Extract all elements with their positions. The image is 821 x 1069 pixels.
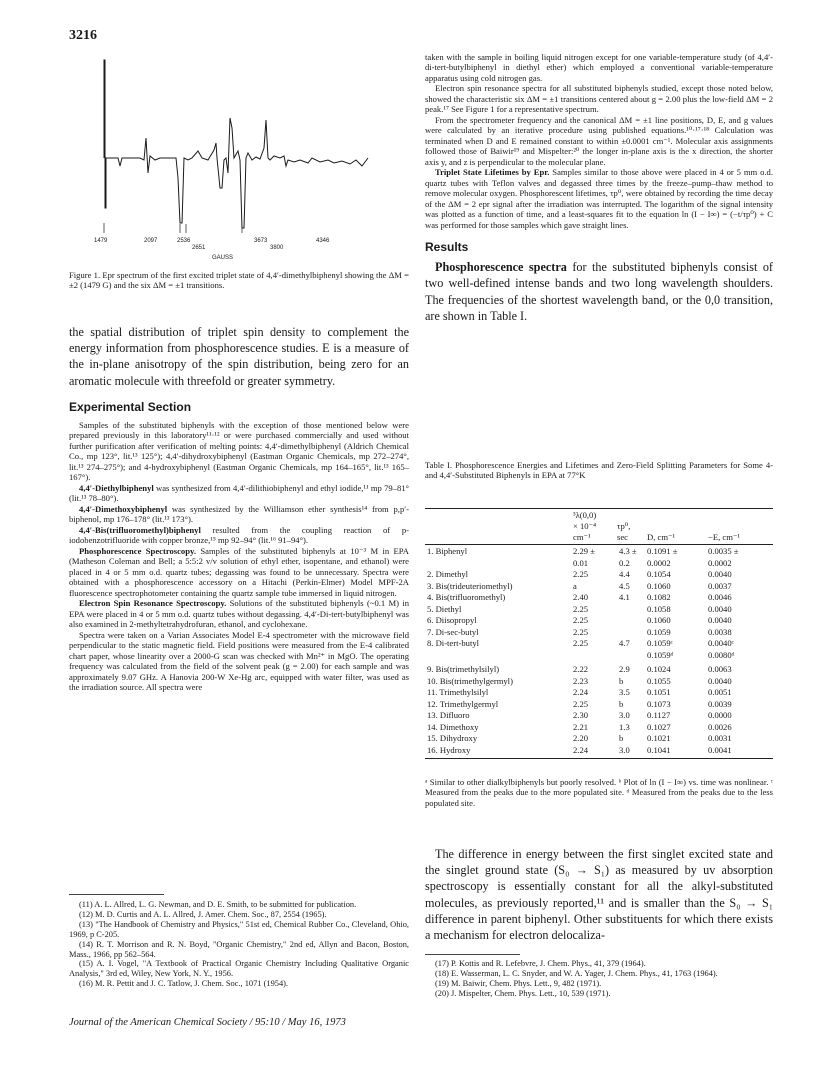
exp-paragraph-3: 4,4′-Dimethoxybiphenyl was synthesized by the Williamson ether synthesis¹⁴ from p,p′-biphenol, mp 176–178° (lit.¹³ 173°). [69, 503, 409, 525]
reference-12: (12) M. D. Curtis and A. L. Allred, J. Amer. Chem. Soc., 87, 2554 (1965). [79, 909, 327, 919]
table-cell-tau: 2.9 [619, 664, 630, 674]
table-cell-tau: b [619, 733, 624, 743]
table-cell-name: 16. Hydroxy [427, 744, 471, 755]
table-cell-d: 0.1059ᵈ [647, 649, 674, 660]
left-references [69, 900, 409, 989]
table-cell-e: 0.0026 [708, 721, 732, 732]
table-cell-tau: 3.0 [619, 744, 630, 755]
journal-footer: Journal of the American Chemical Society / 95:10 / May 16, 1973 [69, 1017, 346, 1028]
experimental-heading: Experimental Section [69, 399, 192, 414]
reference-20: (20) J. Mispelter, Chem. Phys. Lett., 10, 539 (1971). [435, 988, 611, 998]
axis-label-1479: 1479 [94, 238, 108, 244]
exp-paragraph-5: Phosphorescence Spectroscopy. Samples of the substituted biphenyls at 10⁻³ M in EPA (Matheson Coleman and Bell; a 5:5:2 v/v solution of ethyl ether, isopentane, and ethanol) were placed in 4 or 5 mm o.d. quartz tubes; degassing was found to be unnecessary. Spectra were obtained with a phosphorescence accessory on a Hitachi (Perkin-Elmer) Model MPF-2A fluorescence spectrophotometer containing the quartz sample tube immersed in liquid nitrogen. [69, 545, 409, 598]
table-row [425, 710, 773, 721]
col-header-tau-1: τp⁰, [617, 521, 631, 531]
table-cell-name: 12. Trimethylgermyl [427, 698, 499, 709]
table-cell-lam: 2.20 [573, 733, 589, 743]
table-cell-d: 0.1059ᶜ [647, 638, 673, 648]
axis-unit-gauss: GAUSS [212, 255, 234, 261]
col-header-lambda-3: cm⁻¹ [573, 532, 591, 542]
reference-13: (13) "The Handbook of Chemistry and Physics," 51st ed, Chemical Rubber Co., Cleveland, Ohio, 1969, p C-205. [69, 919, 409, 939]
table-cell-name: 10. Bis(trimethylgermyl) [427, 675, 513, 686]
table-cell-name: 9. Bis(trimethylsilyl) [427, 664, 500, 674]
table-cell-name: 14. Dimethoxy [427, 721, 479, 732]
right-paragraph-4: Triplet State Lifetimes by Epr. Samples similar to those above were placed in 4 or 5 mm o.d. quartz tubes with Teflon valves and degassed three times by the freeze–pump–thaw method to remove molecular oxygen. Phosphorescent lifetimes, τp⁰, were obtained by recording the time decay of the ΔM = 2 epr signal after the irradiation was interrupted. The logarithm of the signal intensity was plotted as a function of time, and a least-squares fit to the equation ln (I − I∞) = (−t/τp⁰) + C was performed for those samples which gave straight lines. [425, 167, 773, 230]
table-cell-d: 0.1054 [647, 569, 671, 579]
table-cell-e: 0.0000 [708, 710, 732, 720]
axis-label-2536: 2536 [177, 238, 191, 244]
table-cell-e: 0.0037 [708, 580, 732, 591]
table-cell-tau: 1.3 [619, 721, 630, 732]
table-cell-name: 1. Biphenyl [427, 546, 468, 556]
table-cell-d: 0.1091 ± [647, 546, 678, 556]
table-cell-lam: 2.21 [573, 721, 589, 732]
table-cell-lam: 2.25 [573, 615, 589, 625]
reference-15: (15) A. I. Vogel, "A Textbook of Practical Organic Chemistry Including Qualitative Organic Analysis," 3rd ed, Wiley, New York, N. Y., 1956. [69, 959, 409, 979]
table-cell-tau: 4.3 ± [619, 546, 637, 556]
table-cell-name: 13. Difluoro [427, 710, 470, 720]
table-cell-e: 0.0031 [708, 733, 732, 743]
table-row [425, 546, 773, 557]
table-cell-lam: 2.23 [573, 675, 589, 686]
table-cell-d: 0.1073 [647, 698, 671, 709]
reference-17: (17) P. Kottis and R. Lefebvre, J. Chem. Phys., 41, 379 (1964). [435, 959, 646, 968]
right-paragraph-3: From the spectrometer frequency and the canonical ΔM = ±1 line positions, D, E, and g values were calculated by an iterative procedure using published equations.¹⁰·¹⁷·¹⁸ Calculation was terminated when D and E remained constant to within ±0.0001 cm⁻¹. Molecular axis assignments followed those of Baiwir¹⁹ and Mispelter:²⁰ the longer in-plane axis is the x direction, the shorter axis y, and z is perpendicular to the molecular plane. [425, 114, 773, 167]
table-cell-d: 0.1041 [647, 744, 671, 755]
table-row [425, 638, 773, 649]
table-cell-name: 15. Dihydroxy [427, 733, 478, 743]
table-cell-d: 0.1024 [647, 664, 671, 674]
table-cell-d: 0.0002 [647, 557, 671, 568]
table-cell-e: 0.0063 [708, 664, 732, 674]
figure-caption: Figure 1. Epr spectrum of the first excited triplet state of 4,4′-dimethylbiphenyl showing the ΔM = ±2 (1479 G) and the six ΔM = ±1 transitions. [69, 270, 409, 291]
table-row [425, 650, 773, 661]
spectrum-trace [104, 60, 368, 228]
axis-label-4346: 4346 [316, 238, 330, 244]
reference-18: (18) E. Wasserman, L. C. Snyder, and W. A. Yager, J. Chem. Phys., 41, 1763 (1964). [435, 968, 718, 978]
table-cell-tau: 3.5 [619, 687, 630, 697]
right-paragraph-1: taken with the sample in boiling liquid nitrogen except for one variable-temperature study (of 4,4′-di-tert-butylbiphenyl in diethyl ether) which employed a conventional variable-temperature apparatus using cold nitrogen gas. [425, 52, 773, 83]
table-cell-e: 0.0038 [708, 626, 732, 637]
reference-16: (16) M. R. Pettit and J. C. Tatlow, J. Chem. Soc., 1071 (1954). [79, 979, 289, 989]
table-cell-lam: 2.22 [573, 664, 589, 674]
table-cell-name: 2. Dimethyl [427, 569, 469, 579]
table-cell-name: 3. Bis(trideuteriomethyl) [427, 580, 513, 591]
table-cell-tau: 4.7 [619, 638, 630, 648]
col-header-e: −E, cm⁻¹ [708, 532, 741, 542]
table-cell-name: 8. Di-tert-butyl [427, 638, 480, 648]
table-cell-name: 7. Di-sec-butyl [427, 626, 479, 637]
col-header-lambda-2: × 10⁻⁴ [573, 521, 597, 531]
table-cell-tau: b [619, 675, 624, 686]
table-cell-d: 0.1027 [647, 721, 671, 732]
table-row [425, 676, 773, 687]
table-cell-e: 0.0041 [708, 744, 732, 755]
table-cell-d: 0.1055 [647, 675, 671, 686]
table-row [425, 627, 773, 638]
table-cell-e: 0.0040 [708, 675, 732, 686]
table-cell-lam: 2.30 [573, 710, 589, 720]
exp-paragraph-7: Spectra were taken on a Varian Associates Model E-4 spectrometer with the microwave field perpendicular to the static magnetic field. Field positions were measured from the E-4 calibrated chart paper, whose linearity over a 2000-G scan was checked with Mn²⁺ in MgO. The operating frequency was calculated from the field of the solvent peak (g = 2.00) for each sample and was approximately 9.07 GHz. A Hanovia 200-W Xe-Hg arc, equipped with water filter, was used as the irradiation source. All spectra were [69, 629, 409, 692]
table-cell-lam: 2.24 [573, 744, 589, 755]
table-cell-lam: 2.24 [573, 687, 589, 697]
table-cell-lam: 2.40 [573, 592, 589, 602]
reference-19: (19) M. Baiwir, Chem. Phys. Lett., 9, 482 (1971). [435, 978, 602, 988]
table-row [425, 569, 773, 580]
table-row [425, 581, 773, 592]
table-cell-lam: 2.25 [573, 638, 589, 648]
axis-label-3800: 3800 [270, 245, 284, 251]
table-cell-lam: 2.25 [573, 626, 589, 637]
table-cell-e: 0.0040 [708, 603, 732, 614]
table-cell-tau: 0.2 [619, 557, 630, 568]
table-cell-d: 0.1082 [647, 592, 671, 602]
table-cell-name: 5. Diethyl [427, 603, 462, 614]
page-number: 3216 [69, 28, 97, 43]
table-row [425, 722, 773, 733]
table-cell-tau: 4.4 [619, 569, 630, 579]
table-row [425, 664, 773, 675]
reference-14: (14) R. T. Morrison and R. N. Boyd, "Organic Chemistry," 2nd ed, Allyn and Bacon, Boston, Mass., 1966, pp 562–564. [69, 939, 409, 959]
table-cell-e: 0.0080ᵈ [708, 649, 735, 660]
intro-paragraph: the spatial distribution of triplet spin density to complement the energy information from phosphorescence studies. E is a measure of the in-plane anisotropy of the spin distribution, being zero for an aromatic molecule with threefold or greater symmetry. [69, 325, 409, 388]
reference-11: (11) A. L. Allred, L. G. Newman, and D. E. Smith, to be submitted for publication. [79, 900, 357, 909]
table-caption: Table I. Phosphorescence Energies and Lifetimes and Zero-Field Splitting Parameters for Some 4- and 4,4′-Substituted Biphenyls in EPA at 77°K [425, 460, 773, 481]
right-references [425, 959, 773, 999]
col-header-d: D, cm⁻¹ [647, 532, 676, 542]
table-cell-d: 0.1127 [647, 710, 671, 720]
table-row [425, 745, 773, 756]
table-bottom-rule [425, 758, 773, 759]
table-row [425, 699, 773, 710]
right-paragraph-2: Electron spin resonance spectra for all substituted biphenyls studied, except those noted below, showed the characteristic six ΔM = ±1 transitions centered about g = 2.00 plus the low-field ΔM = 2 peak.¹⁷ See Figure 1 for a representative spectrum. [425, 83, 773, 115]
table-cell-d: 0.1058 [647, 603, 671, 614]
exp-paragraph-1: Samples of the substituted biphenyls with the exception of those mentioned below were prepared previously in this laboratory¹¹·¹² or were purchased commercially and used without further purification after verification of melting points: 4,4′-dimethylbiphenyl (Aldrich Chemical Co., mp 123°, lit.¹³ 125°); 4,4′-dihydroxybiphenyl (Eastman Organic Chemicals, mp 272–274°, lit.¹³ 274–275°); and 4-hydroxybiphenyl (Eastman Organic Chemicals, mp 164–165°, lit.¹³ 165–167°). [69, 419, 409, 483]
table-cell-name: 6. Diisopropyl [427, 615, 477, 625]
table-row [425, 592, 773, 603]
table-cell-lam: 0.01 [573, 557, 589, 568]
table-cell-e: 0.0035 ± [708, 546, 739, 556]
table-cell-tau: 4.5 [619, 580, 630, 591]
table-cell-tau: 4.1 [619, 592, 630, 602]
table-row [425, 733, 773, 744]
table-cell-lam: a [573, 580, 577, 591]
table-cell-lam: 2.25 [573, 603, 589, 614]
table-row [425, 615, 773, 626]
axis-label-3673: 3673 [254, 238, 268, 244]
table-cell-e: 0.0040 [708, 569, 732, 579]
table-cell-d: 0.1060 [647, 580, 671, 591]
exp-paragraph-4: 4,4′-Bis(trifluoromethyl)biphenyl resulted from the coupling reaction of p-iodobenzotrifluoride with copper bronze,¹⁵ mp 92–94° (lit.¹⁶ 91–94°). [69, 524, 409, 546]
table-cell-d: 0.1051 [647, 687, 671, 697]
exp-paragraph-2: 4,4′-Diethylbiphenyl was synthesized from 4,4′-dilithiobiphenyl and ethyl iodide,¹¹ mp 79–81° (lit.¹³ 78–80°). [69, 482, 409, 504]
table-cell-name: 4. Bis(trifluoromethyl) [427, 592, 506, 602]
table-cell-e: 0.0040ᶜ [708, 638, 734, 648]
table-cell-tau: b [619, 698, 624, 709]
table-cell-lam: 2.29 ± [573, 546, 595, 556]
exp-paragraph-6: Electron Spin Resonance Spectroscopy. Solutions of the substituted biphenyls (~0.1 M) in EPA were placed in 4 or 5 mm o.d. quartz tubes without degassing. 4,4′-Di-tert-butylbiphenyl was also examined in 2-methyltetrahydrofuran, ethanol, and cyclohexane. [69, 598, 410, 630]
table-footnote: ᵃ Similar to other dialkylbiphenyls but poorly resolved. ᵇ Plot of ln (I − I∞) vs. time was nonlinear. ᶜ Measured from the peaks due to the more populated site. ᵈ Measured from the peaks due to the less populated site. [425, 777, 773, 808]
table-cell-e: 0.0039 [708, 698, 732, 709]
table-cell-name: 11. Trimethylsilyl [427, 687, 489, 697]
table-cell-tau: 3.0 [619, 710, 630, 720]
epr-spectrum-figure [80, 48, 380, 263]
col-header-tau-2: sec [617, 532, 628, 542]
results-paragraph-2: The difference in energy between the first singlet excited state and the singlet ground state (S₀ → S₁) as measured by uv absorption spectroscopy is essentially constant for all the alkyl-substituted molecules, as previously reported,¹¹ and is smaller than the S₀ → S₁ difference in parent biphenyl. Other substituents for which there exists a mechanism for electron delocaliza- [425, 847, 773, 943]
table-row [425, 687, 773, 698]
table-cell-lam: 2.25 [573, 569, 589, 579]
table-row [425, 604, 773, 615]
table-cell-e: 0.0040 [708, 615, 732, 625]
table-cell-e: 0.0051 [708, 687, 732, 697]
table-cell-e: 0.0002 [708, 557, 732, 568]
table-cell-lam: 2.25 [573, 698, 589, 709]
table-cell-d: 0.1021 [647, 733, 671, 743]
table-cell-e: 0.0046 [708, 592, 732, 602]
results-heading: Results [425, 240, 469, 255]
col-header-lambda-1: ³λ(0,0) [573, 510, 597, 520]
table-cell-d: 0.1059 [647, 626, 671, 637]
table-row [425, 558, 773, 569]
table-cell-d: 0.1060 [647, 615, 671, 625]
axis-label-2097: 2097 [144, 238, 158, 244]
axis-label-2651: 2651 [192, 245, 206, 251]
results-paragraph-1: Phosphorescence spectra for the substituted biphenyls consist of two well-defined intense bands and two long wavelength shoulders. The frequencies of the shortest wavelength band, or the 0,0 transition, are shown in Table I. [425, 260, 773, 323]
